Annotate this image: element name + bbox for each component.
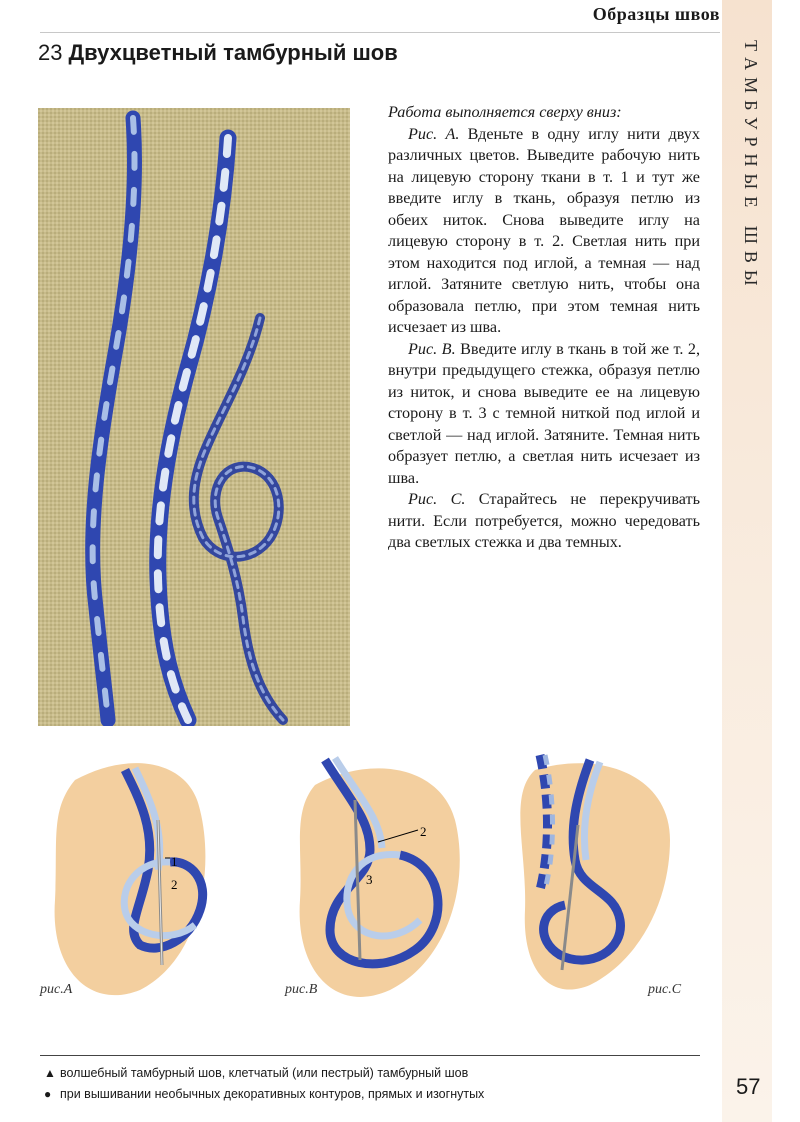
figure-ref-c: Рис. С. [408,490,466,508]
figure-ref-b: Рис. В. [408,339,456,358]
point-label-1: 1 [171,854,178,869]
instructions-lead: Работа выполняется сверху вниз: [388,103,622,121]
bullet-icon: ● [44,1087,52,1101]
section-header: Образцы швов [592,4,720,24]
diagram-c [520,755,670,990]
stitch-number: 23 [38,40,63,65]
point-label-2b: 2 [420,824,427,839]
footer-variants-text: волшебный тамбурный шов, клетчатый (или пестрый) тамбурный шов [60,1066,469,1080]
stitch-title: Двухцветный тамбурный шов [68,40,398,65]
instructions-text [388,102,700,554]
instruction-paragraph-a [388,124,700,339]
point-label-3: 3 [366,872,373,887]
diagram-b [300,758,460,997]
caption-fig-b: рис.В [285,982,318,997]
footer-divider [40,1055,700,1056]
instruction-paragraph-c [388,489,700,554]
header-divider [40,32,720,33]
caption-fig-c: рис.С [648,982,682,997]
instruction-text-c: Старайтесь не перекручивать нити. Если потребуется, можно чередовать два светлых стежка и два темных. [388,490,700,551]
side-tab-label: ТАМБУРНЫЕ ШВЫ [741,40,761,293]
footer-usage-text: при вышивании необычных декоративных контуров, прямых и изогнутых [60,1087,485,1101]
diagram-a [55,763,206,995]
footer-item-usage [44,1087,484,1101]
embroidery-photo [38,108,350,726]
triangle-icon: ▲ [44,1066,56,1080]
point-label-2: 2 [171,877,178,892]
footer-item-variants [44,1066,468,1080]
step-diagrams [30,740,720,1010]
instruction-paragraph-b [388,339,700,490]
instruction-text-a: Вденьте в одну иглу нити двух различных цветов. Выведите рабочую нить на лицевую сторону ткани в т. 1 и тут же введите иглу в ткань, образуя петлю из обеих ниток. Снова выведите иглу на лицевую сторону в т. 2. Светлая нить при этом находится под иглой, а темная — над иглой. Затяните светлую нить, чтобы она образовала петлю, при этом темная нить исчезает из шва. [388,124,700,336]
caption-fig-a: рис.А [40,982,73,997]
figure-ref-a: Рис. А. [408,124,460,143]
page-number: 57 [736,1074,761,1099]
instruction-text-b: Введите иглу в ткань в той же т. 2, внутри предыдущего стежка, образуя петлю из ниток, и снова выведите ее на лицевую сторону в т. 3 с темной ниткой под иглой и светлой — над иглой. Затяните. Темная нить образует петлю, а светлая нить исчезает из шва. [388,339,700,487]
page-title [38,40,398,66]
